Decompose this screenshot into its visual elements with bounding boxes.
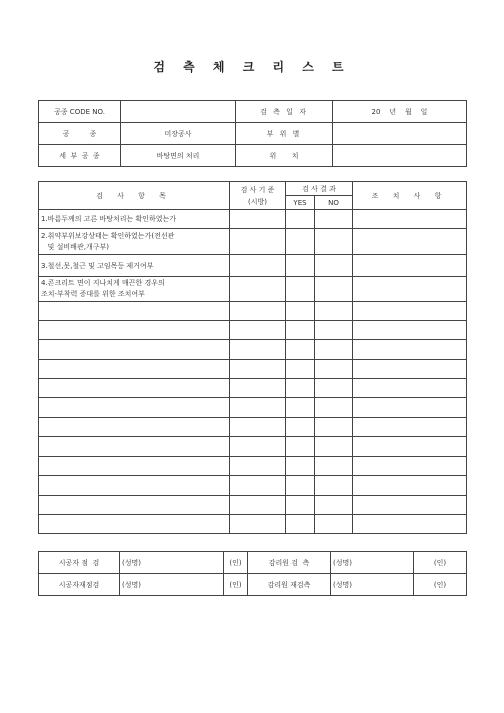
contractor-check-seal[interactable]: (인) (224, 552, 248, 574)
item-cell[interactable] (39, 457, 230, 476)
inspection-date-field[interactable]: 20 년 월 일 (333, 101, 467, 123)
item-text (39, 229, 230, 255)
table-row (39, 255, 467, 277)
sub-work-label: 세 부 공 종 (39, 145, 121, 167)
no-header: NO (315, 196, 353, 210)
action-cell[interactable] (353, 302, 467, 321)
project-code-field[interactable] (121, 101, 236, 123)
standard-cell[interactable] (230, 437, 286, 457)
item-line2: 조치-부착력 증대를 위한 조치여부 (41, 290, 145, 298)
table-row (39, 476, 467, 496)
item-cell[interactable] (39, 321, 230, 340)
yes-cell[interactable] (286, 277, 315, 302)
yes-cell[interactable] (286, 418, 315, 437)
yes-cell[interactable] (286, 340, 315, 360)
action-cell[interactable] (353, 437, 467, 457)
item-cell[interactable] (39, 437, 230, 457)
action-cell[interactable] (353, 476, 467, 496)
standard-cell[interactable] (230, 457, 286, 476)
standard-cell[interactable] (230, 229, 286, 255)
contractor-recheck-label: 시공자재점검 (39, 574, 120, 596)
item-cell[interactable] (39, 398, 230, 418)
standard-header-sub: (시방) (248, 197, 267, 206)
supervisor-check-label: 감리원 검 측 (248, 552, 331, 574)
standard-cell[interactable] (230, 496, 286, 515)
action-cell[interactable] (353, 457, 467, 476)
no-cell[interactable] (315, 379, 353, 398)
action-cell[interactable] (353, 418, 467, 437)
checklist-table (38, 181, 467, 534)
yes-cell[interactable] (286, 515, 315, 534)
item-cell[interactable] (39, 360, 230, 379)
no-cell[interactable] (315, 437, 353, 457)
standard-cell[interactable] (230, 398, 286, 418)
standard-header-label: 검 사 기 준 (240, 185, 275, 194)
yes-cell[interactable] (286, 398, 315, 418)
standard-cell[interactable] (230, 418, 286, 437)
no-cell[interactable] (315, 476, 353, 496)
work-type-label: 공 종 (39, 123, 121, 145)
table-row (39, 360, 467, 379)
standard-cell[interactable] (230, 255, 286, 277)
location-label: 위 치 (236, 145, 333, 167)
table-row (39, 437, 467, 457)
no-cell[interactable] (315, 340, 353, 360)
item-line1: 4.콘크리트 면이 지나치게 매끈한 경우의 (41, 279, 165, 287)
table-row (39, 457, 467, 476)
action-cell[interactable] (353, 210, 467, 229)
no-cell[interactable] (315, 496, 353, 515)
table-row (39, 302, 467, 321)
standard-cell[interactable] (230, 379, 286, 398)
contractor-check-label: 시공자 점 검 (39, 552, 120, 574)
yes-cell[interactable] (286, 210, 315, 229)
yes-cell[interactable] (286, 229, 315, 255)
item-cell[interactable] (39, 476, 230, 496)
yes-cell[interactable] (286, 379, 315, 398)
supervisor-recheck-seal[interactable]: (인) (414, 574, 467, 596)
action-cell[interactable] (353, 496, 467, 515)
no-cell[interactable] (315, 321, 353, 340)
header-info-table (38, 100, 467, 167)
standard-cell[interactable] (230, 210, 286, 229)
standard-cell[interactable] (230, 476, 286, 496)
yes-cell[interactable] (286, 437, 315, 457)
no-cell[interactable] (315, 457, 353, 476)
table-row (39, 496, 467, 515)
no-cell[interactable] (315, 255, 353, 277)
item-cell[interactable] (39, 496, 230, 515)
item-cell[interactable] (39, 418, 230, 437)
table-row (39, 515, 467, 534)
yes-cell[interactable] (286, 255, 315, 277)
result-header: 검 사 결 과 (286, 182, 353, 196)
yes-cell[interactable] (286, 302, 315, 321)
contractor-check-name-field[interactable]: (성명) (120, 552, 224, 574)
table-row (39, 340, 467, 360)
table-row (39, 210, 467, 229)
no-cell[interactable] (315, 515, 353, 534)
supervisor-check-seal[interactable]: (인) (414, 552, 467, 574)
standard-cell[interactable] (230, 277, 286, 302)
table-row (39, 229, 467, 255)
action-cell[interactable] (353, 360, 467, 379)
standard-cell[interactable] (230, 321, 286, 340)
action-cell[interactable] (353, 277, 467, 302)
part-field[interactable] (333, 123, 467, 145)
action-cell[interactable] (353, 321, 467, 340)
no-cell[interactable] (315, 210, 353, 229)
contractor-recheck-name-field[interactable]: (성명) (120, 574, 224, 596)
action-cell[interactable] (353, 379, 467, 398)
no-cell[interactable] (315, 277, 353, 302)
table-row (39, 277, 467, 302)
table-row (39, 398, 467, 418)
standard-cell[interactable] (230, 302, 286, 321)
item-header: 검 사 항 목 (39, 182, 230, 210)
supervisor-recheck-name-field[interactable]: (성명) (331, 574, 414, 596)
supervisor-recheck-label: 감리원 재검측 (248, 574, 331, 596)
no-cell[interactable] (315, 398, 353, 418)
action-header: 조 치 사 항 (353, 182, 467, 210)
part-label: 부 위 별 (236, 123, 333, 145)
standard-cell[interactable] (230, 360, 286, 379)
item-line2: 및 설비배관,개구부) (41, 242, 109, 251)
yes-cell[interactable] (286, 496, 315, 515)
item-text: 3.철선,못,철근 및 고임목등 제거여부 (39, 255, 230, 277)
contractor-recheck-seal[interactable]: (인) (224, 574, 248, 596)
yes-cell[interactable] (286, 360, 315, 379)
item-cell[interactable] (39, 379, 230, 398)
yes-header: YES (286, 196, 315, 210)
page-title: 검 측 체 크 리 스 트 (153, 60, 351, 74)
location-field[interactable] (333, 145, 467, 167)
action-cell[interactable] (353, 255, 467, 277)
action-cell[interactable] (353, 340, 467, 360)
no-cell[interactable] (315, 360, 353, 379)
standard-cell[interactable] (230, 515, 286, 534)
item-cell[interactable] (39, 302, 230, 321)
project-code-label: 공종 CODE NO. (39, 101, 121, 123)
item-line1: 2.취약부위보강상태는 확인하였는가(전선관 (41, 231, 175, 240)
action-cell[interactable] (353, 229, 467, 255)
sub-work-field[interactable]: 바탕면의 처리 (121, 145, 236, 167)
item-cell[interactable] (39, 515, 230, 534)
supervisor-check-name-field[interactable]: (성명) (331, 552, 414, 574)
no-cell[interactable] (315, 229, 353, 255)
work-type-field[interactable]: 미장공사 (121, 123, 236, 145)
standard-header (230, 182, 286, 210)
action-cell[interactable] (353, 398, 467, 418)
item-text: 1.바름두께의 고른 바탕처리는 확인하였는가 (39, 210, 230, 229)
no-cell[interactable] (315, 418, 353, 437)
item-text (39, 277, 230, 302)
yes-cell[interactable] (286, 457, 315, 476)
table-row (39, 379, 467, 398)
inspection-date-label: 검 측 일 자 (236, 101, 333, 123)
yes-cell[interactable] (286, 476, 315, 496)
table-row (39, 418, 467, 437)
no-cell[interactable] (315, 302, 353, 321)
item-cell[interactable] (39, 340, 230, 360)
yes-cell[interactable] (286, 321, 315, 340)
table-row (39, 321, 467, 340)
signature-table (38, 551, 467, 596)
standard-cell[interactable] (230, 340, 286, 360)
action-cell[interactable] (353, 515, 467, 534)
